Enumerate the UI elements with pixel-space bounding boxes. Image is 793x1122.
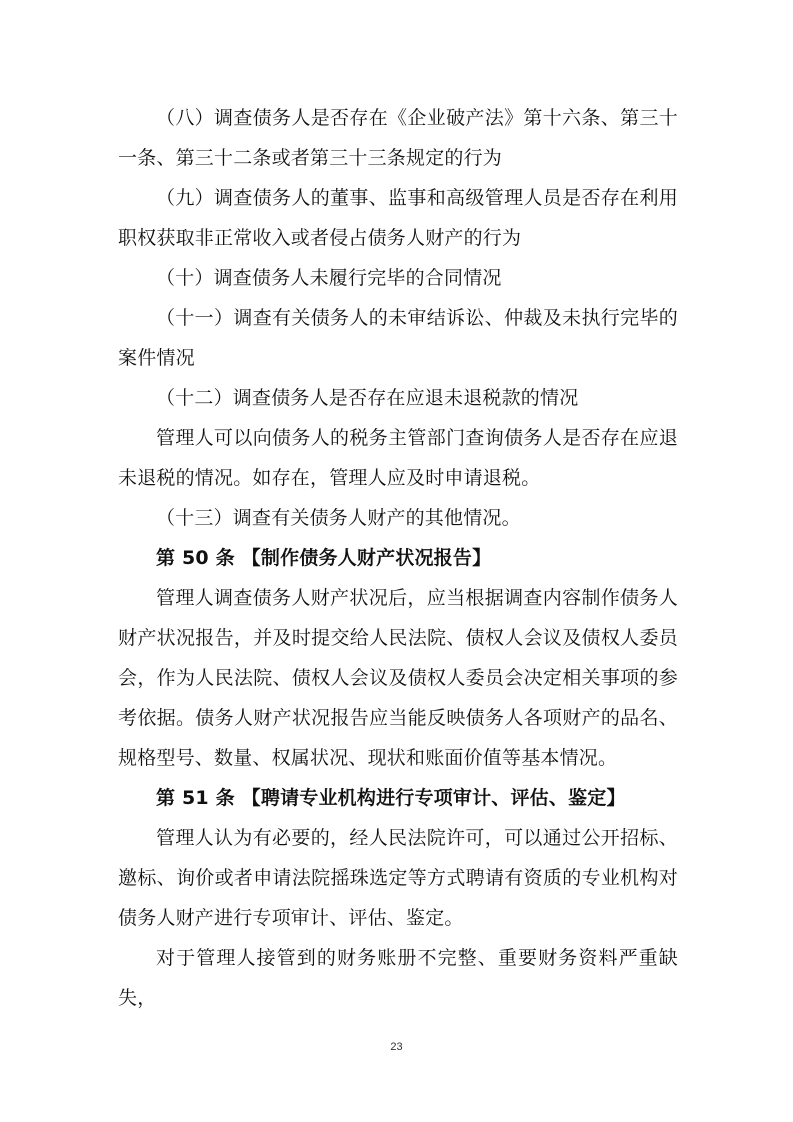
article-51-heading: 第 51 条 【聘请专业机构进行专项审计、评估、鉴定】	[156, 787, 626, 809]
article-51-body: 管理人认为有必要的，经人民法院许可，可以通过公开招标、邀标、询价或者申请法院摇珠选定等方式聘请有资质的专业机构对债务人财产进行专项审计、评估、鉴定。	[118, 827, 678, 929]
article-51-continuation: 对于管理人接管到的财务账册不完整、重要财务资料严重缺失，	[118, 947, 678, 1009]
paragraph-item-8: （八）调查债务人是否存在《企业破产法》第十六条、第三十一条、第三十二条或者第三十三条规定的行为	[118, 107, 678, 169]
paragraph-item-11: （十一）调查有关债务人的未审结诉讼、仲裁及未执行完毕的案件情况	[118, 307, 678, 369]
document-body	[118, 98, 678, 1018]
article-50-body: 管理人调查债务人财产状况后，应当根据调查内容制作债务人财产状况报告，并及时提交给人民法院、债权人会议及债权人委员会，作为人民法院、债权人会议及债权人委员会决定相关事项的参考依据。债务人财产状况报告应当能反映债务人各项财产的品名、规格型号、数量、权属状况、现状和账面价值等基本情况。	[118, 587, 678, 769]
paragraph-item-9: （九）调查债务人的董事、监事和高级管理人员是否存在利用职权获取非正常收入或者侵占债务人财产的行为	[118, 187, 678, 249]
paragraph-item-12: （十二）调查债务人是否存在应退未退税款的情况	[156, 387, 579, 409]
paragraph-tax-refund: 管理人可以向债务人的税务主管部门查询债务人是否存在应退未退税的情况。如存在，管理人应及时申请退税。	[118, 427, 678, 489]
paragraph-item-10: （十）调查债务人未履行完毕的合同情况	[156, 267, 502, 289]
page-number: 23	[390, 1041, 403, 1053]
paragraph-item-13: （十三）调查有关债务人财产的其他情况。	[156, 507, 521, 529]
article-50-heading: 第 50 条 【制作债务人财产状况报告】	[156, 547, 492, 569]
